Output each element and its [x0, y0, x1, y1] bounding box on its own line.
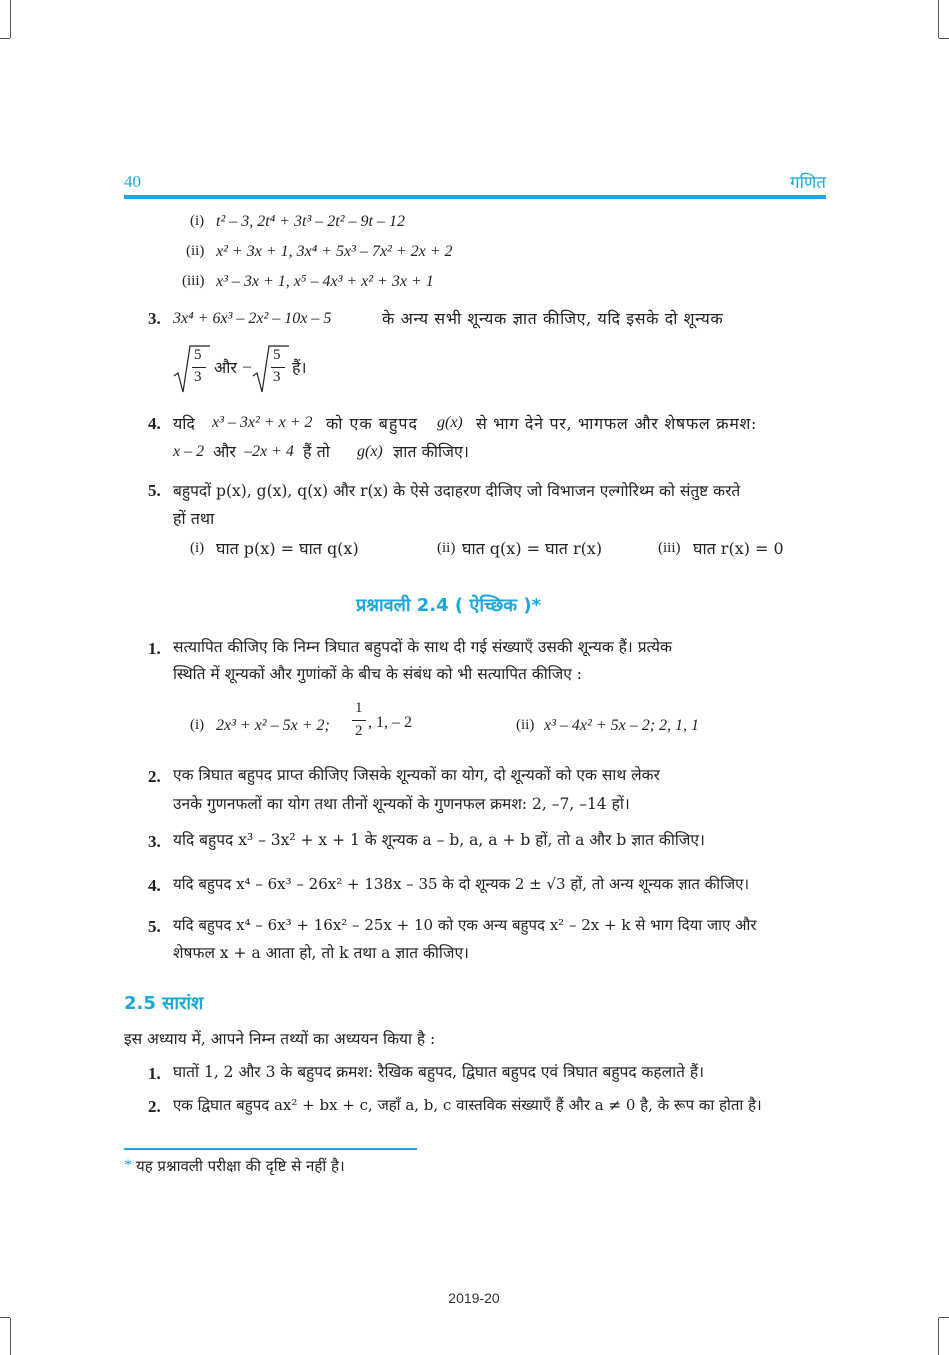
- part-label: (iii): [658, 540, 681, 556]
- footnote-rule: [124, 1148, 417, 1150]
- question-number: 1.: [148, 639, 161, 658]
- summary-point: एक द्विघात बहुपद ax² + bx + c, जहाँ a, b, c वास्तविक संख्याएँ हैं और a ≠ 0 है, के रूप का होता है।: [173, 1096, 762, 1114]
- sqrt-fraction: 5 3: [251, 342, 291, 394]
- part-expression: , 1, – 2: [368, 714, 412, 731]
- question-text: शेषफल x + a आता हो, तो k तथा a ज्ञात कीजिए।: [173, 944, 469, 962]
- summary-point: घातों 1, 2 और 3 के बहुपद क्रमश: रैखिक बहुपद, द्विघात बहुपद एवं त्रिघात बहुपद कहलाते हैं।: [173, 1063, 705, 1081]
- footer-year: 2019-20: [448, 1290, 500, 1306]
- question-expression: –2x + 4: [244, 443, 294, 460]
- summary-point-number: 2.: [148, 1097, 161, 1116]
- question-text: से भाग देने पर, भागफल और शेषफल क्रमश:: [476, 414, 758, 433]
- radical-sign-icon: [251, 342, 291, 394]
- fraction-denominator: 2: [355, 723, 363, 739]
- question-number: 4.: [148, 414, 161, 433]
- exercise-title: प्रश्नावली 2.4 ( ऐच्छिक )*: [356, 595, 542, 616]
- part-label: (i): [190, 540, 205, 556]
- question-number: 5.: [148, 917, 161, 936]
- question-text: ज्ञात कीजिए।: [393, 442, 469, 461]
- question-expression: g(x): [357, 443, 383, 460]
- question-expression: g(x): [437, 414, 463, 431]
- part-expression: x² + 3x + 1, 3x⁴ + 5x³ – 7x² + 2x + 2: [216, 243, 453, 260]
- question-text: यदि बहुपद x⁴ – 6x³ – 26x² + 138x – 35 के दो शून्यक 2 ± √3 हों, तो अन्य शून्यक ज्ञात कीजिए।: [173, 875, 750, 893]
- header-rule: [124, 195, 826, 199]
- subject-title: गणित: [790, 173, 826, 193]
- fraction-numerator: 1: [355, 700, 363, 716]
- radical-sign-icon: [172, 342, 212, 394]
- question-text: यदि बहुपद x³ – 3x² + x + 1 के शून्यक a – b, a, a + b हों, तो a और b ज्ञात कीजिए।: [173, 831, 705, 849]
- part-expression: t² – 3, 2t⁴ + 3t³ – 2t² – 9t – 12: [216, 213, 405, 230]
- minus-sign: –: [243, 358, 251, 375]
- question-text: उनके गुणनफलों का योग तथा तीनों शून्यकों के गुणनफल क्रमश: 2, –7, –14 हों।: [173, 795, 630, 813]
- sqrt-fraction: 5 3: [172, 342, 212, 394]
- section-heading: 2.5 सारांश: [124, 993, 204, 1014]
- crop-mark: [938, 0, 939, 38]
- footnote-text: यह प्रश्नावली परीक्षा की दृष्टि से नहीं है।: [136, 1157, 345, 1175]
- question-text: स्थिति में शून्यकों और गुणांकों के बीच के संबंध को भी सत्यापित कीजिए :: [173, 665, 582, 683]
- question-expression: x³ – 3x² + x + 2: [212, 414, 313, 431]
- question-text: यदि: [173, 414, 195, 433]
- crop-mark: [10, 0, 11, 38]
- part-text: घात q(x) = घात r(x): [462, 539, 603, 558]
- question-expression: 3x⁴ + 6x³ – 2x² – 10x – 5: [173, 310, 332, 327]
- question-number: 3.: [148, 832, 161, 851]
- question-text: सत्यापित कीजिए कि निम्न त्रिघात बहुपदों के साथ दी गई संख्याएँ उसकी शून्यक हैं। प्रत्येक: [173, 638, 672, 656]
- page-number: 40: [124, 172, 141, 191]
- question-number: 2.: [148, 767, 161, 786]
- question-text: हों तथा: [173, 509, 215, 528]
- part-text: घात p(x) = घात q(x): [216, 539, 359, 558]
- part-label: (ii): [516, 717, 535, 733]
- crop-mark: [0, 38, 10, 39]
- question-text: हैं तो: [303, 442, 330, 461]
- question-number: 4.: [148, 876, 161, 895]
- part-expression: 2x³ + x² – 5x + 2;: [216, 717, 330, 734]
- part-expression: x³ – 4x² + 5x – 2; 2, 1, 1: [544, 717, 700, 734]
- part-expression: x³ – 3x + 1, x⁵ – 4x³ + x² + 3x + 1: [216, 273, 434, 290]
- question-number: 3.: [148, 309, 161, 328]
- part-text: घात r(x) = 0: [693, 539, 784, 558]
- crop-mark: [939, 38, 949, 39]
- fraction-bar: [352, 720, 366, 721]
- crop-mark: [938, 1318, 939, 1355]
- part-label: (i): [190, 213, 205, 229]
- question-text: एक त्रिघात बहुपद प्राप्त कीजिए जिसके शून्यकों का योग, दो शून्यकों को एक साथ लेकर: [173, 766, 660, 784]
- are-word: हैं।: [292, 358, 307, 377]
- summary-point-number: 1.: [148, 1064, 161, 1083]
- footnote-star: *: [124, 1157, 132, 1174]
- part-label: (iii): [182, 273, 205, 289]
- question-expression: x – 2: [173, 443, 205, 460]
- crop-mark: [939, 1317, 949, 1318]
- question-text: बहुपदों p(x), g(x), q(x) और r(x) के ऐसे उदाहरण दीजिए जो विभाजन एल्गोरिथ्म को संतुष्ट करते: [173, 482, 741, 500]
- question-text: को एक बहुपद: [326, 414, 418, 433]
- and-word: और: [214, 358, 237, 377]
- crop-mark: [0, 1317, 10, 1318]
- question-text: और: [213, 442, 236, 461]
- part-label: (ii): [437, 540, 456, 556]
- question-number: 5.: [148, 481, 161, 500]
- part-label: (i): [190, 717, 205, 733]
- part-label: (ii): [186, 243, 205, 259]
- question-text: के अन्य सभी शून्यक ज्ञात कीजिए, यदि इसके दो शून्यक: [382, 309, 724, 328]
- crop-mark: [10, 1318, 11, 1355]
- question-text: यदि बहुपद x⁴ – 6x³ + 16x² – 25x + 10 को एक अन्य बहुपद x² – 2x + k से भाग दिया जाए और: [173, 916, 757, 934]
- summary-intro: इस अध्याय में, आपने निम्न तथ्यों का अध्ययन किया है :: [124, 1030, 436, 1048]
